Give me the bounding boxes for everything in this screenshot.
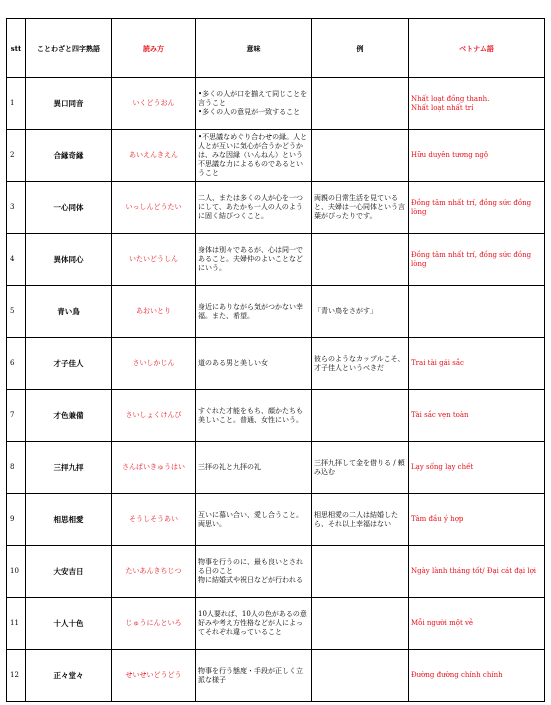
table-row	[7, 338, 545, 390]
idiom-reading: さいしかじん	[112, 338, 196, 390]
meaning-line: 10人要れば、10人の色があるの意	[198, 610, 307, 618]
idiom-phrase: 青い鳥	[26, 286, 112, 338]
vietnamese-line: Hữu duyên tương ngộ	[411, 151, 489, 159]
idiom-phrase: 才色兼備	[26, 390, 112, 442]
table-row	[7, 286, 545, 338]
idiom-vietnamese	[409, 78, 545, 130]
header-stt: stt	[7, 19, 26, 78]
meaning-line: 互いに慕い合い、愛し合うこと。両思い。	[198, 510, 303, 528]
idiom-reading: そうしそうあい	[112, 494, 196, 546]
idiom-example	[312, 650, 409, 702]
meaning-line: •多くの人が口を揃えて同じことを言うこと	[198, 90, 308, 107]
meaning-line: 道のある男と美しい女	[198, 359, 268, 367]
vietnamese-line: Lạy sống lạy chết	[411, 463, 474, 471]
vietnamese-line: Tài sắc vẹn toàn	[411, 411, 469, 419]
idiom-meaning	[196, 442, 312, 494]
idiom-example	[312, 130, 409, 182]
table-row	[7, 182, 545, 234]
meaning-line: 二人、または多くの人が心を一つにして、あたかも一人の人のように固く結びつくこと。	[198, 194, 303, 220]
meaning-line: 身近にありながら気がつかない幸福。また、希望。	[198, 302, 303, 320]
idiom-reading: いっしんどうたい	[112, 182, 196, 234]
table-row	[7, 494, 545, 546]
vietnamese-line: Mỗi người một vẻ	[411, 619, 474, 627]
idiom-vietnamese	[409, 390, 545, 442]
table-row	[7, 130, 545, 182]
idiom-meaning	[196, 338, 312, 390]
header-example: 例	[312, 19, 409, 78]
idiom-phrase: 十人十色	[26, 598, 112, 650]
idiom-vietnamese	[409, 234, 545, 286]
idiom-vietnamese	[409, 130, 545, 182]
row-number: 2	[7, 130, 26, 182]
row-number: 12	[7, 650, 26, 702]
idiom-meaning	[196, 130, 312, 182]
idiom-reading: いくどうおん	[112, 78, 196, 130]
vietnamese-line: Nhất loạt đồng thanh.	[411, 94, 490, 103]
meaning-line: 物事を行う態度・手段が正しく立派な様子	[198, 666, 303, 684]
idiom-vietnamese	[409, 286, 545, 338]
idiom-vietnamese	[409, 494, 545, 546]
idiom-phrase: 大安吉日	[26, 546, 112, 598]
idiom-meaning	[196, 598, 312, 650]
table-row	[7, 598, 545, 650]
idiom-reading: あおいとり	[112, 286, 196, 338]
idiom-phrase: 正々堂々	[26, 650, 112, 702]
vietnamese-line: Nhất loạt nhất trí	[411, 103, 474, 112]
vietnamese-line: Đường đường chính chính	[411, 671, 503, 679]
idiom-vietnamese	[409, 442, 545, 494]
row-number: 7	[7, 390, 26, 442]
meaning-line: 物事を行うのに、最も良いとされる日のこと	[198, 558, 303, 575]
idiom-meaning	[196, 182, 312, 234]
idiom-example: 三拝九拝して金を借りる / 頼み込む	[312, 442, 409, 494]
idiom-meaning	[196, 234, 312, 286]
row-number: 11	[7, 598, 26, 650]
header-phrase: ことわざと四字熟語	[26, 19, 112, 78]
idiom-example: 彼らのようなカップルこそ、才子佳人というべきだ	[312, 338, 409, 390]
row-number: 3	[7, 182, 26, 234]
header-reading: 読み方	[112, 19, 196, 78]
idiom-meaning	[196, 78, 312, 130]
idiom-reading: いたいどうしん	[112, 234, 196, 286]
meaning-line: 好みや考え方性格などが人によってそれぞれ違っていること	[198, 619, 303, 636]
idiom-reading: さんぱいきゅうはい	[112, 442, 196, 494]
idiom-example	[312, 390, 409, 442]
idiom-meaning	[196, 390, 312, 442]
idiom-phrase: 相思相愛	[26, 494, 112, 546]
idiom-example	[312, 598, 409, 650]
vietnamese-line: Ngày lành tháng tốt/ Đại cát đại lợi	[411, 567, 537, 575]
idiom-phrase: 異体同心	[26, 234, 112, 286]
row-number: 1	[7, 78, 26, 130]
idiom-example: 「青い鳥をさがす」	[312, 286, 409, 338]
idiom-vietnamese	[409, 182, 545, 234]
meaning-line: •不思議なめぐり合わせの縁。人と人とが互いに気心が合うかどうかは、みな因縁（いんねん）という不思議な力によるものであるということ	[198, 133, 308, 177]
vietnamese-line: Đồng tâm nhất trí, đồng sức đồng lòng	[411, 198, 532, 216]
meaning-line: •多くの人の意見が一致すること	[198, 108, 301, 116]
row-number: 6	[7, 338, 26, 390]
idiom-example: 相思相愛の二人は結婚したら、それ以上幸福はない	[312, 494, 409, 546]
meaning-line: 身体は別々であるが、心は同一であること。夫婦仲のよいことなどにいう。	[198, 246, 303, 272]
header-vietnamese: ベトナム語	[409, 19, 545, 78]
idiom-phrase: 才子佳人	[26, 338, 112, 390]
row-number: 5	[7, 286, 26, 338]
meaning-line: 三拝の礼と九拝の礼	[198, 463, 261, 471]
idiom-meaning	[196, 494, 312, 546]
meaning-line: 物に結婚式や祝日などが行われる	[198, 576, 303, 584]
header-meaning: 意味	[196, 19, 312, 78]
row-number: 9	[7, 494, 26, 546]
row-number: 8	[7, 442, 26, 494]
idiom-example	[312, 78, 409, 130]
vietnamese-line: Tâm đầu ý hợp	[411, 515, 464, 523]
row-number: 10	[7, 546, 26, 598]
idiom-phrase: 合縁奇縁	[26, 130, 112, 182]
idiom-vietnamese	[409, 546, 545, 598]
table-row	[7, 234, 545, 286]
idiom-meaning	[196, 650, 312, 702]
idiom-reading: さいしょくけんび	[112, 390, 196, 442]
row-number: 4	[7, 234, 26, 286]
idiom-example	[312, 546, 409, 598]
header-row	[7, 19, 545, 78]
idiom-phrase: 異口同音	[26, 78, 112, 130]
idiom-phrase: 三拝九拝	[26, 442, 112, 494]
vietnamese-line: Đồng tâm nhất trí, đồng sức đồng lòng	[411, 250, 532, 268]
vietnamese-line: Trai tài gái sắc	[411, 359, 464, 367]
table-row	[7, 78, 545, 130]
table-row	[7, 650, 545, 702]
table-row	[7, 442, 545, 494]
idiom-vietnamese	[409, 338, 545, 390]
idiom-reading: あいえんきえん	[112, 130, 196, 182]
idiom-reading: せいせいどうどう	[112, 650, 196, 702]
idiom-meaning	[196, 286, 312, 338]
idiom-table	[6, 18, 545, 702]
idiom-reading: じゅうにんといろ	[112, 598, 196, 650]
idiom-example: 両親の日常生活を見ていると、夫婦は一心同体という言葉がぴったりです。	[312, 182, 409, 234]
idiom-meaning	[196, 546, 312, 598]
idiom-example	[312, 234, 409, 286]
idiom-vietnamese	[409, 598, 545, 650]
table-row	[7, 390, 545, 442]
idiom-reading: たいあんきちじつ	[112, 546, 196, 598]
meaning-line: すぐれた才能をもち、顔かたちも美しいこと。普通、女性にいう。	[198, 406, 303, 424]
idiom-phrase: 一心同体	[26, 182, 112, 234]
idiom-vietnamese	[409, 650, 545, 702]
table-row	[7, 546, 545, 598]
